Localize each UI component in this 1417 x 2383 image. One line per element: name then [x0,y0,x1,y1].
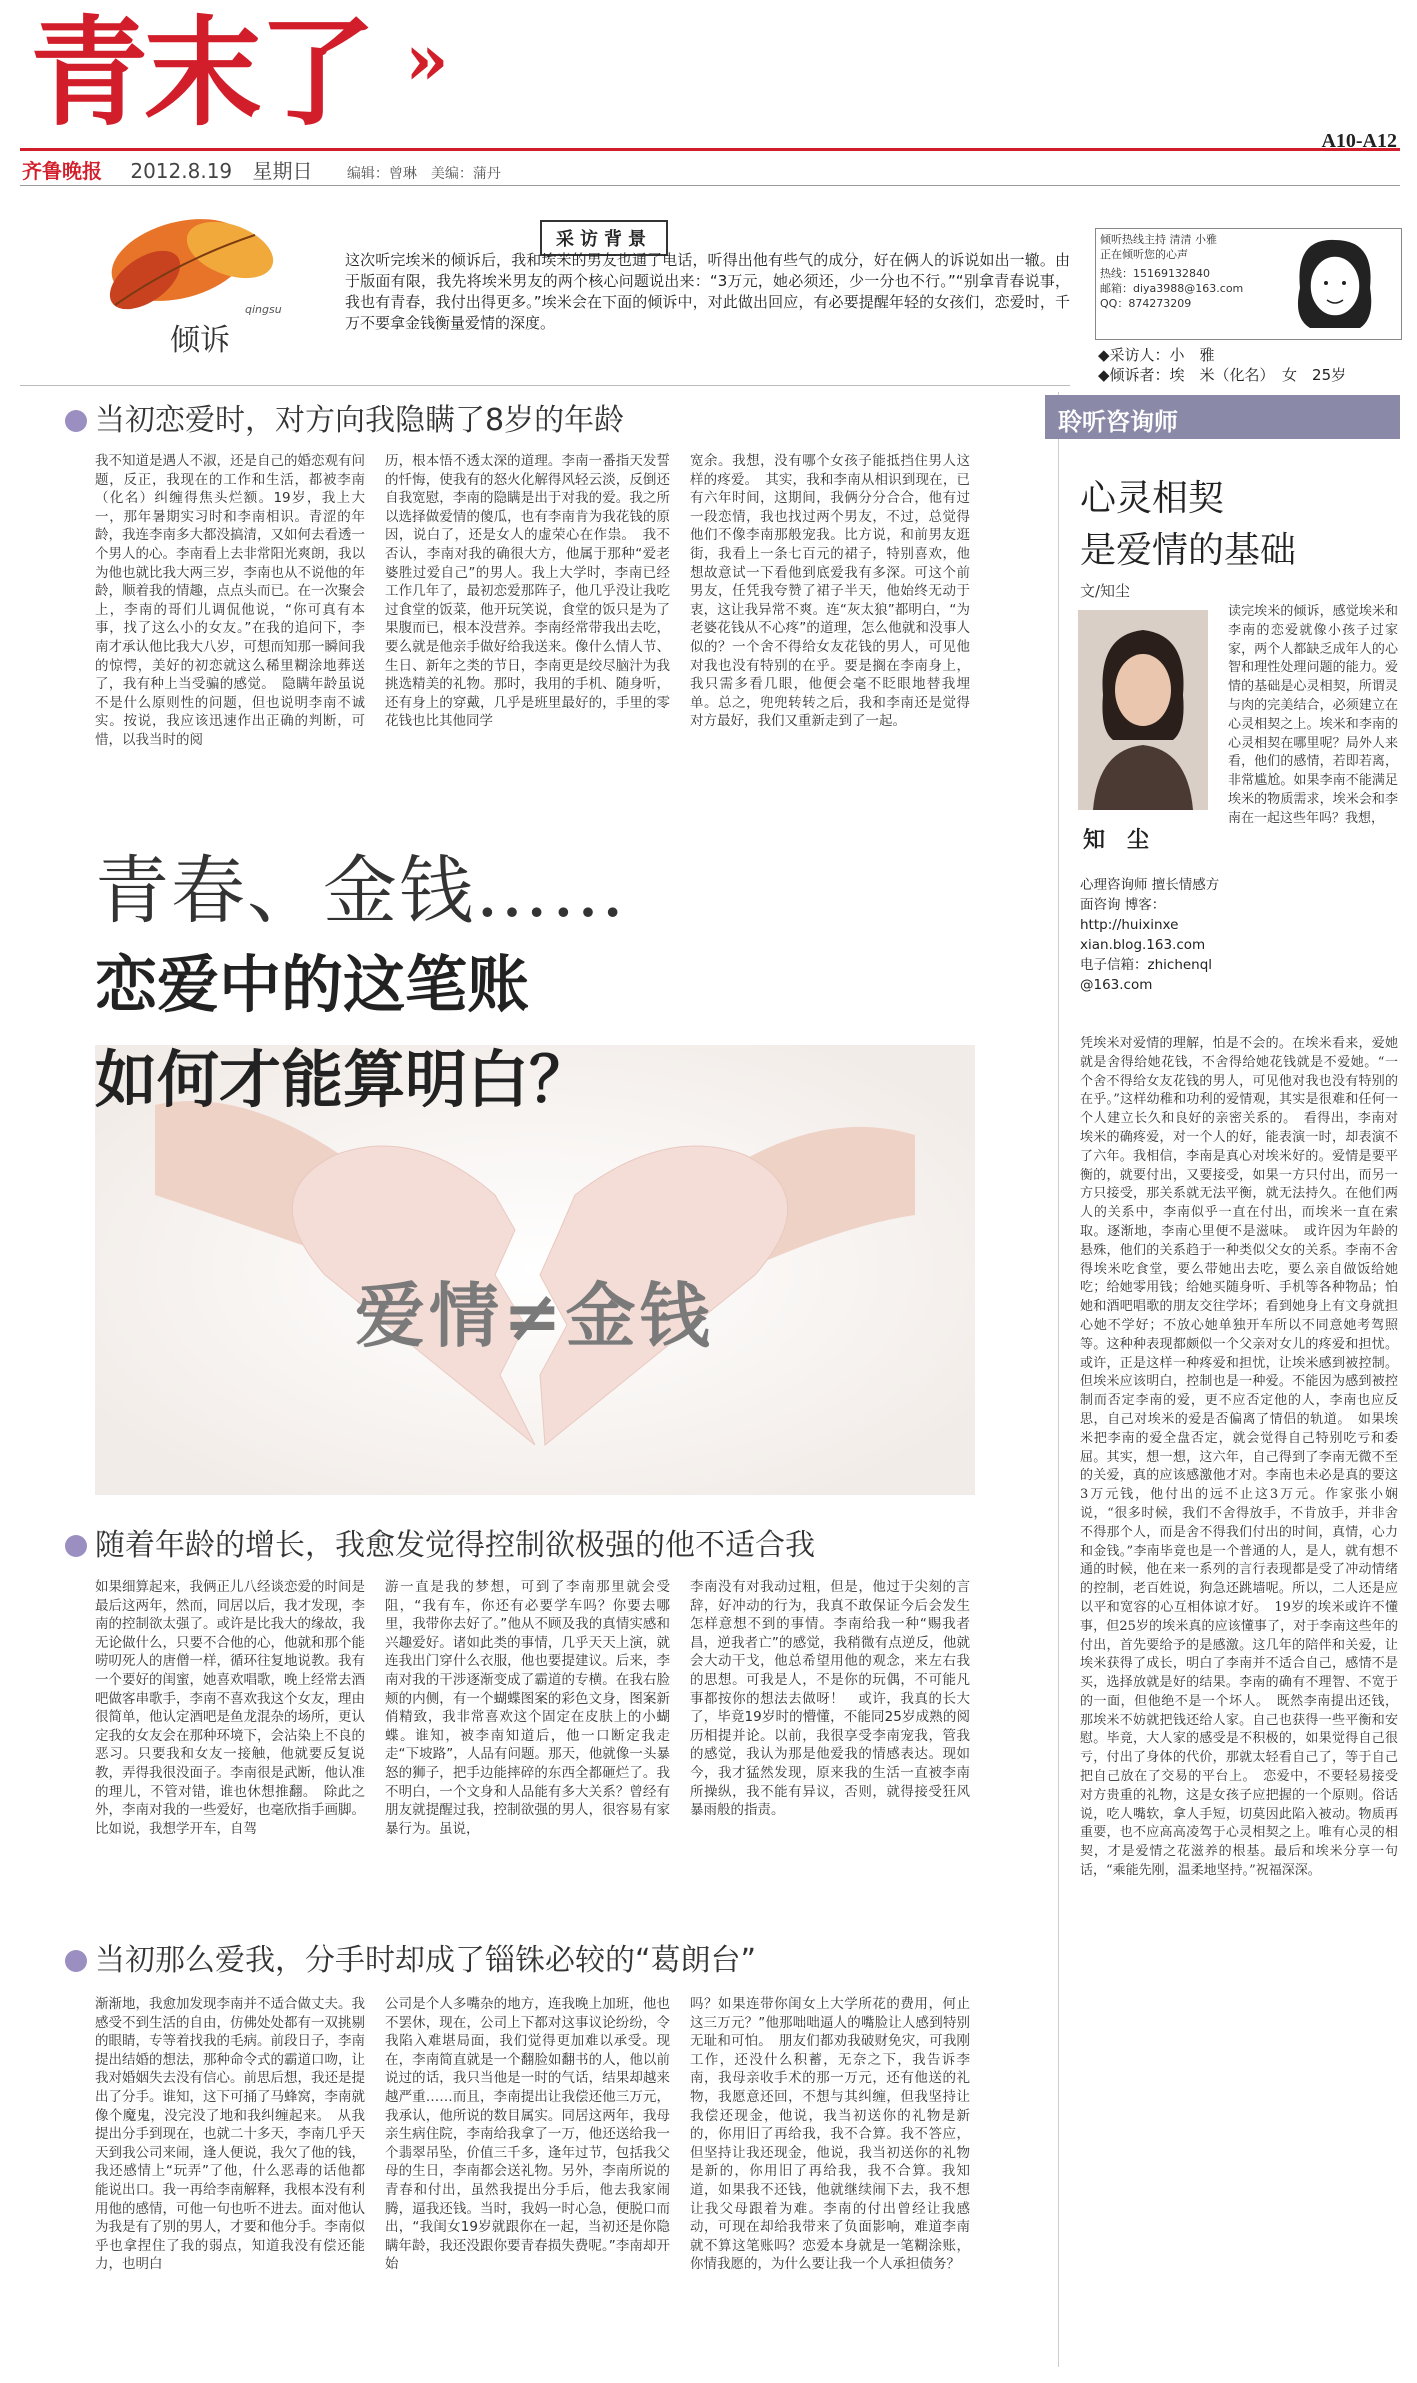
page-range: A10-A12 [1321,130,1397,152]
sidebar-header-label: 聆听咨询师 [1058,408,1178,436]
sidebar-text-top: 读完埃米的倾诉，感觉埃米和李南的恋爱就像小孩子过家家，两个人都缺乏成年人的心智和理性处理问题的能力。爱情的基础是心灵相契，所谓灵与肉的完美结合，必须建立在心灵相契之上。埃米和李南的心灵相契在哪里呢？局外人来看，他们的感情，若即若离，非常尴尬。如果李南不能满足埃米的物质需求，埃米会和李南在一起这些年吗？我想， [1228,604,1398,826]
intro-divider [20,385,1070,386]
newspaper-brand: 齐鲁晚报 [22,159,102,183]
sidebar-title-1: 心灵相契 [1080,478,1225,519]
article-column: 吗？如果连带你闺女上大学所花的费用，何止这三万元？”他那咄咄逼人的嘴脸让人感到特别无耻和可怕。 朋友们都劝我破财免灾，可我刚工作，还没什么积蓄，无奈之下，我告诉李南，我母亲收手术的那一万元，还有他送的礼物，我愿意还回，不想与其纠缠，但我坚持让我偿还现金，他说，我当初送你的礼物是新的，你用旧了再给我，我不合算。我不答应，但坚持让我还现金，他说，我当初送你的礼物是新的，你用旧了再给我，我不合算。我知道，如果我不还钱，他就继续闹下去，我不想让我父母跟着为难。李南的付出曾经让我感动，可现在却给我带来了负面影响，难道李南就不算这笔账吗？恋爱本身就是一笔糊涂账，你情我愿的，为什么要让我一个人承担债务？ [690,1996,970,2273]
bullet-icon [65,1950,87,1972]
article-column: 游一直是我的梦想，可到了李南那里就会受阻，“我有车，你还有必要学车吗？你要去哪里，我带你去好了。”他从不顾及我的真情实感和兴趣爱好。诸如此类的事情，几乎天天上演，就连我出门穿什么衣服，他也要提建议。后来，李南对我的干涉逐渐变成了霸道的专横。在我右脸颊的内侧，有一个蝴蝶图案的彩色文身，图案新俏精致，我非常喜欢这个固定在皮肤上的小蝴蝶。谁知，被李南知道后，他一口断定我走走“下坡路”，人品有问题。那天，他就像一头暴怒的狮子，把手边能摔碎的东西全都砸烂了。我不明白，一个文身和人品能有多大关系？曾经有朋友就提醒过我，控制欲强的男人，很容易有家暴行为。虽说， [385,1579,670,1837]
hotline-text [1100,232,1260,311]
sidebar-byline: 文/知尘 [1080,582,1131,600]
editors: 编辑：曾琳 美编：蒲丹 [346,166,501,182]
header-divider [20,185,1400,186]
counselor-name: 知 尘 [1083,828,1150,853]
speaker: ◆倾诉者：埃 米（化名） 女 25岁 [1098,366,1347,384]
counselor-photo [1078,610,1208,810]
section-heading: 当初那么爱我，分手时却成了锱铢必较的“葛朗台” [65,1935,756,1979]
column-title: 倾诉 [170,323,230,358]
article-column: 公司是个人多嘴杂的地方，连我晚上加班，他也不罢休，现在，公司上下都对这事议论纷纷，令我陷入难堪局面，我们觉得更加难以承受。现在，李南简直就是一个翻脸如翻书的人，他以前说过的话，我只当他是一时的气话，结果却越来越严重……而且，李南提出让我偿还他三万元，我承认，他所说的数目属实。同居这两年，我母亲生病住院，李南给我拿了一万，他还送给我一个翡翠吊坠，价值三千多，逢年过节，包括我父母的生日，李南都会送礼物。另外，李南所说的青春和付出，虽然我提出分手后，他去我家闹腾，逼我还钱。当时，我妈一时心急，便脱口而出，“我闺女19岁就跟你在一起，当初还是你隐瞒年龄，我还没跟你要青春损失费呢。”李南却开始 [385,1996,670,2273]
sidebar-divider [1058,392,1059,2367]
interviewer: ◆采访人：小 雅 [1098,346,1215,364]
masthead-rule [20,148,1400,151]
interview-credits [1098,345,1346,385]
intro-paragraph: 这次听完埃米的倾诉后，我和埃米的男友也通了电话，听得出他有些气的成分，好在俩人的诉说如出一辙。由于版面有限，我先将埃米男友的两个核心问题说出来：“3万元，她必须还，少一分也不行。”“别拿青春说事，我也有青春，我付出得更多。”埃米会在下面的倾诉中，对此做出回应，有必要提醒年轻的女孩们，恋爱时，千万不要拿金钱衡量爱情的深度。 [345,251,1070,332]
column-pinyin: qingsu [245,303,282,316]
headline-line-3: 如何才能算明白？ [95,1043,592,1116]
hotline-phone: 热线：15169132840 [1100,267,1210,280]
issue-weekday: 星期日 [252,159,313,183]
article-column: 历，根本悟不透太深的道理。李南一番指天发誓的忏悔，使我有的怒火化解得风轻云淡，反倒还自我宽慰，李南的隐瞒是出于对我的爱。我之所以选择做爱情的傻瓜，也有李南肯为我花钱的原因，说白了，还是女人的虚荣心在作祟。 我不否认，李南对我的确很大方，他属于那种“爱老婆胜过爱自己”的男人。我上大学时，李南已经工作几年了，最初恋爱那阵子，他几乎没让我吃过食堂的饭菜，他开玩笑说，食堂的饭只是为了果腹而已，根本没营养。李南经常带我出去吃，要么就是他亲手做好给我送来。像什么情人节、生日、新年之类的节日，李南更是绞尽脑汁为我挑选精美的礼物。那时，我用的手机、随身听，还有身上的穿戴，几乎是班里最好的，手里的零花钱也比其他同学 [385,453,670,730]
article-column: 我不知道是遇人不淑，还是自己的婚恋观有问题，反正，我现在的工作和生活，都被李南（化名）纠缠得焦头烂额。19岁，我上大一，那年暑期实习时和李南相识。青涩的年龄，我连李南多大都没搞清，又如何去看透一个男人的心。李南看上去非常阳光爽朗，我以为他也就比我大两三岁，李南也从不说他的年龄，顺着我的情趣，点点头而已。在一次聚会上，李南的哥们儿调侃他说，“你可真有本事，找了这么小的女友。”在我的追问下，李南才承认他比我大八岁，可想而知那一瞬间我的惊愕，美好的初恋就这么稀里糊涂地葬送了，我有种上当受骗的感觉。 隐瞒年龄虽说不是什么原则性的问题，但也说明李南不诚实。按说，我应该迅速作出正确的判断，可惜，以我当时的阅 [95,453,365,748]
hotline-host: 倾听热线主持 清清 小雅 [1100,233,1217,246]
article-column: 渐渐地，我愈加发现李南并不适合做丈夫。我感受不到生活的自由，仿佛处处都有一双挑剔的眼睛，专等着找我的毛病。前段日子，李南提出结婚的想法，那种命令式的霸道口吻，让我对婚姻失去没有信心。前思后想，我还是提出了分手。谁知，这下可捅了马蜂窝，李南就像个魔鬼，没完没了地和我纠缠起来。 从我提出分手到现在，也就二十多天，李南几乎天天到我公司来闹，逢人便说，我欠了他的钱，我还感情上“玩弄”了他，什么恶毒的话他都能说出口。我一再给李南解释，我根本没有利用他的感情，可他一句也听不进去。面对他认为我是有了别的男人，才要和他分手。李南似乎也拿捏住了我的弱点，知道我没有偿还能力，也明白 [95,1996,365,2273]
masthead-subline [22,155,501,184]
masthead-arrow-icon: » [405,18,449,101]
image-overlay-text: 爱情≠金钱 [355,1275,714,1357]
hotline-slogan: 正在倾听您的心声 [1100,248,1188,261]
article-column: 如果细算起来，我俩正儿八经谈恋爱的时间是最后这两年，然而，同居以后，我才发现，李南的控制欲太强了。或许是比我大的缘故，我无论做什么，只要不合他的心，他就和那个能唠叨死人的唐僧一样，循环往复地说教。我有一个要好的闺蜜，她喜欢唱歌，晚上经常去酒吧做客串歌手，李南不喜欢我这个女友，理由很简单，他认定酒吧是鱼龙混杂的场所，更认定我的女友会在那种环境下，会沾染上不良的恶习。只要我和女友一接触，他就要反复说教，弄得我很没面子。李南很是武断，他认准的理儿，不管对错，谁也休想推翻。 除此之外，李南对我的一些爱好，也毫欣指手画脚。比如说，我想学开车，自驾 [95,1579,365,1837]
hotline-qq: QQ：874273209 [1100,297,1192,310]
sidebar-title-2: 是爱情的基础 [1080,530,1297,571]
bullet-icon [65,410,87,432]
hotline-email: 邮箱：diya3988@163.com [1100,282,1244,295]
masthead-title: 青末了 [30,3,373,142]
article-column: 李南没有对我动过粗，但是，他过于尖刻的言辞，好冲动的行为，我真不敢保证今后会发生怎样意想不到的事情。李南给我一种“赐我者昌，逆我者亡”的感觉，我稍微有点逆反，他就会大动干戈，他总希望用他的观念，来左右我的思想。可我是人，不是你的玩偶，不可能凡事都按你的想法去做呀！ 或许，我真的长大了，毕竟19岁时的懵懂，不能同25岁成熟的阅历相提并论。以前，我很享受李南宠我，管我的感觉，我认为那是他爱我的情感表达。现如今，我才猛然发现，原来我的生活一直被李南所操纵，我不能有异议，否则，就得接受狂风暴雨般的指责。 [690,1579,970,1819]
section-heading: 当初恋爱时，对方向我隐瞒了8岁的年龄 [65,395,624,439]
article-column: 宽余。我想，没有哪个女孩子能抵挡住男人这样的疼爱。 其实，我和李南从相识到现在，已有六年时间，这期间，我俩分分合合，他有过一段恋情，我也找过两个男友，不过，总觉得他们不像李南那般宠我。比方说，和前男友逛街，我看上一条七百元的裙子，特别喜欢，他想故意试一下看他到底爱我有多深。可这个前男友，任凭我夸赞了裙子半天，他始终无动于衷，这让我异常不爽。连“灰太狼”都明白，“为老婆花钱从不心疼”的道理，怎么他就和没事人似的？一个舍不得给女友花钱的男人，可见他对我也没有特别的在乎。要是搁在李南身上，我只需多看几眼，他便会毫不眨眼地替我埋单。总之，兜兜转转之后，我和李南还是觉得对方最好，我们又重新走到了一起。 [690,453,970,730]
interview-background-label: 采访背景 [540,220,668,256]
section-heading: 随着年龄的增长，我愈发觉得控制欲极强的他不适合我 [65,1520,815,1564]
bullet-icon [65,1535,87,1557]
headline-line-2: 恋爱中的这笔账 [95,948,530,1021]
headline-line-1: 青春、金钱…… [95,848,627,934]
sidebar-text-main: 凭埃米对爱情的理解，怕是不会的。在埃米看来，爱她就是舍得给她花钱，不舍得给她花钱就是不爱她。“一个舍不得给女友花钱的男人，可见他对我也没有特别的在乎。”这样幼稚和功利的爱情观，其实是很难和任何一个人建立长久和良好的亲密关系的。 看得出，李南对埃米的确疼爱，对一个人的好，能表演一时，却表演不了六年。我相信，李南是真心对埃米好的。爱情是要平衡的，就要付出，又要接受，如果一方只付出，而另一方只接受，那关系就无法平衡，就无法持久。在他们两人的关系中，李南似乎一直在付出，而埃米一直在索取。逐渐地，李南心里便不是滋味。 或许因为年龄的悬殊，他们的关系趋于一种类似父女的关系。李南不舍得埃米吃食堂，要么带她出去吃，要么亲自做饭给她吃；给她零用钱；给她买随身听、手机等各种物品；怕她和酒吧唱歌的朋友交往学坏；看到她身上有文身就担心她不学好；不放心她单独开车所以不同意她考驾照等。这种种表现都颇似一个父亲对女儿的疼爱和担忧。或许，正是这样一种疼爱和担忧，让埃米感到被控制。但埃米应该明白，控制也是一种爱。不能因为感到被控制而否定李南的爱，更不应否定他的人，李南也应反思，自己对埃米的爱是否偏离了情侣的轨道。 如果埃米把李南的爱全盘否定，就会觉得自己特别吃亏和委屈。其实，想一想，这六年，自己得到了李南无微不至的关爱，真的应该感激他才对。李南也未必是真的要这3万元钱，他付出的远不止这3万元。作家张小娴说，“很多时候，我们不舍得放手，不肯放手，并非舍不得那个人，而是舍不得我们付出的时间，真情，心力和金钱。”李南毕竟也是一个普通的人，是人，就有想不通的时候，他在来一系列的言行表现都是受了冲动情绪的控制，老百姓说，狗急还跳墙呢。所以，二人还是应以平和宽容的心互相体谅才好。 19岁的埃米或许不懂事，但25岁的埃米真的应该懂事了，对于李南这些年的付出，首先要给予的是感激。这几年的陪伴和关爱，让埃米获得了成长，明白了李南并不适合自己，感情不是买，选择放就是好的结果。李南的确有不理智、不宽于的一面，但他绝不是一个坏人。 既然李南提出还钱，那埃米不妨就把钱还给人家。自己也获得一些平衡和安慰。毕竟，大人家的感受是不积极的，如果觉得自己很亏，付出了身体的代价，那就太轻看自己了，等于自己把自己放在了交易的平台上。 恋爱中，不要轻易接受对方贵重的礼物，这是女孩子应把握的一个原则。俗话说，吃人嘴软，拿人手短，切莫因此陷入被动。物质再重要，也不应高高凌驾于心灵相契之上。唯有心灵的相契，才是爱情之花滋养的根基。最后和埃米分享一句话，“乘能先刚，温柔地坚持。”祝福深深。 [1080,1036,1398,1879]
host-illustration-icon [1275,228,1390,338]
issue-date: 2012.8.19 [130,159,233,183]
counselor-info: 心理咨询师 擅长情感方面咨询 博客：http://huixinxe xian.blog.163.com 电子信箱：zhichenql @163.com [1080,877,1220,993]
